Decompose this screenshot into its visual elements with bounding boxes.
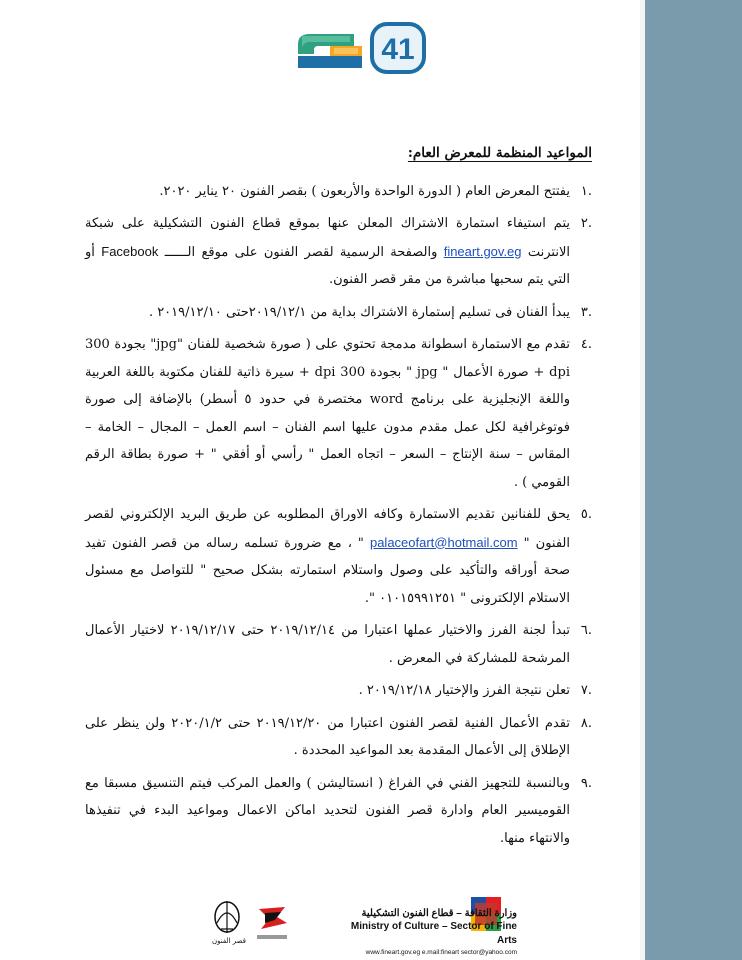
- item-number: .٢: [580, 216, 592, 231]
- logo-mark-icon: [298, 34, 362, 68]
- ministry-name-english: Ministry of Culture – Sector of Fine Arts: [350, 921, 517, 946]
- item-number: .١: [580, 183, 592, 199]
- palace-of-arts-label: قصر الفنون: [212, 937, 246, 945]
- document-title: المواعيد المنظمة للمعرض العام:: [407, 145, 592, 161]
- email-or-web-link[interactable]: fineart.gov.eg: [443, 243, 522, 259]
- item-text: تعلن نتيجة الفرز والإختيار ٢٠١٩/١٢/١٨ .: [358, 683, 570, 698]
- palace-of-arts-logo-icon: [215, 901, 239, 933]
- deadline-item: [85, 178, 592, 206]
- item-number: .٧: [580, 683, 592, 698]
- item-number: .٣: [580, 304, 592, 320]
- exhibition-logo: [288, 20, 428, 76]
- footer-website: www.fineart.gov.eg e.mail:fineart sector@yahoo.com: [365, 949, 517, 956]
- footer-text: [347, 907, 517, 957]
- side-panel: [645, 0, 742, 960]
- deadline-list: [85, 178, 592, 853]
- item-text: يبدأ الفنان فى تسليم إستمارة الاشتراك بداية من ٢٠١٩/١٢/١حتى ٢٠١٩/١٢/١٠ .: [148, 304, 570, 320]
- item-text: تقدم الأعمال الفنية لقصر الفنون اعتبارا من ٢٠١٩/١٢/٢٠ حتى ٢٠٢٠/١/٢ ولن ينظر على الإطلاق إلى الأعمال المقدمة بعد المواعيد المحددة .: [85, 715, 570, 758]
- item-number: .٤: [580, 337, 592, 352]
- item-text: أو التي يتم سحبها مباشرة من مقر قصر الفنون.: [85, 244, 570, 287]
- deadline-item: [85, 299, 592, 327]
- item-text: يتم استيفاء استمارة الاشتراك المعلن عنها بموقع قطاع الفنون التشكيلية على شبكة الانترنت: [85, 216, 570, 260]
- deadline-item: [85, 710, 592, 765]
- item-text: " ، مع ضرورة تسلمه رساله من قصر الفنون تفيد صحة أوراقه والتأكيد على وصول واستلام استمارته بشكل صحيح " للتواصل مع مسئول الاستلام الإلكترونى " ٠١٠١٥٩٩١٢٥١ ".: [85, 535, 570, 606]
- item-text: يحق للفنانين تقديم الاستمارة وكافه الاوراق المطلوبه عن طريق البريد الإلكتروني لقصر الفنون ": [85, 507, 570, 551]
- item-text: وبالنسبة للتجهيز الفني في الفراغ ( انستاليشن ) والعمل المركب فيتم التنسيق مسبقا مع القوميسير العام وادارة قصر الفنون لتحديد اماكن الاعمال ومواعيد البدء في تنفيذها والانتهاء منها.: [85, 775, 570, 846]
- item-text: تبدأ لجنة الفرز والاختيار عملها اعتبارا من ٢٠١٩/١٢/١٤ حتى ٢٠١٩/١٢/١٧ لاختيار الأعمال المرشحة للمشاركة في المعرض .: [85, 623, 570, 666]
- item-number: .٩: [580, 775, 592, 791]
- deadline-item: [85, 501, 592, 612]
- deadline-item: [85, 677, 592, 705]
- item-text: Facebook: [101, 243, 159, 259]
- sector-logo-icon: [257, 905, 287, 939]
- email-or-web-link[interactable]: palaceofart@hotmail.com: [369, 534, 518, 550]
- logo-number: 41: [381, 33, 415, 66]
- item-text: تقدم مع الاستمارة اسطوانة مدمجة تحتوي على ( صورة شخصية للفنان "jpg" بجودة 300 dpi + صورة الأعمال " jpg " بجودة 300 dpi + سيرة ذاتية للفنان مكتوبة باللغة العربية واللغة الإنجليزية على برنامج word مختصرة في حدود ٥ أسطر) بالإضافة إلى صورة فوتوغرافية لكل عمل مقدم مدون عليها اسم الفنان – اسم العمل – المجال – الخامة – المقاس – سنة الإنتاج – السعر – اتجاه العمل " رأسي أو أفقي " + صورة بطاقة الرقم القومي ) .: [85, 337, 571, 490]
- item-text: والصفحة الرسمية لقصر الفنون على موقع الــــــ: [158, 244, 444, 260]
- deadline-item: [85, 331, 592, 496]
- deadline-item: [85, 770, 592, 853]
- ministry-name-arabic: وزارة الثقافة – قطاع الفنون التشكيلية: [361, 908, 517, 919]
- item-number: .٥: [580, 507, 592, 522]
- deadline-item: [85, 617, 592, 672]
- deadline-item: [85, 210, 592, 294]
- item-number: .٦: [580, 623, 592, 638]
- item-text: يفتتح المعرض العام ( الدورة الواحدة والأربعون ) بقصر الفنون ٢٠ يناير ٢٠٢٠.: [159, 183, 570, 199]
- item-number: .٨: [580, 715, 592, 731]
- document-body: [85, 140, 592, 857]
